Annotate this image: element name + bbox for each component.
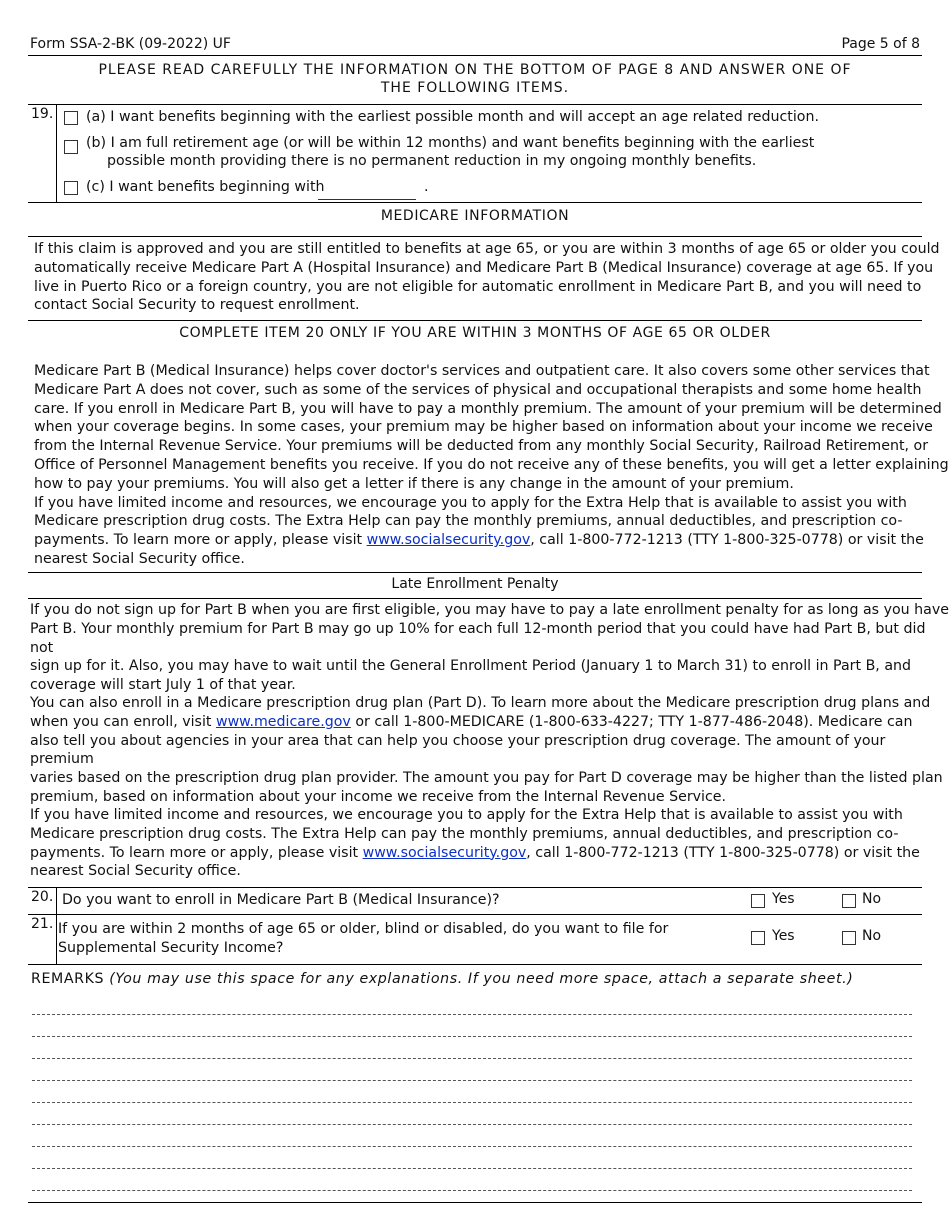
part-b-line: Office of Personnel Management benefits you receive. If you do not receive any of these benefits, you will get a letter explaining [34, 456, 949, 473]
late-penalty-paragraph-3 [30, 806, 920, 881]
instructions-line-1: PLEASE READ CAREFULLY THE INFORMATION ON THE BOTTOM OF PAGE 8 AND ANSWER ONE OF [98, 62, 852, 78]
divider [28, 55, 922, 56]
remarks-note: (You may use this space for any explanations. If you need more space, attach a separate sheet.) [109, 971, 854, 987]
item-19b-label-line-1: (b) I am full retirement age (or will be within 12 months) and want benefits beginning with the earliest [86, 135, 815, 151]
divider [28, 202, 922, 203]
extra-help-last-line: nearest Social Security office. [30, 863, 241, 880]
remarks-line[interactable] [32, 1168, 912, 1169]
socialsecurity-link[interactable]: www.socialsecurity.gov [366, 532, 531, 549]
link-line-prefix: payments. To learn more or apply, please visit [34, 532, 367, 549]
item-21-question-line-1: If you are within 2 months of age 65 or older, blind or disabled, do you want to file for [58, 921, 669, 937]
item-number-column-divider [56, 887, 57, 964]
divider [28, 964, 922, 965]
part-b-line: Medicare Part B (Medical Insurance) helps cover doctor's services and outpatient care. It also covers some other services that [34, 363, 930, 379]
remarks-line[interactable] [32, 1124, 912, 1125]
item-20-no-checkbox[interactable] [842, 894, 856, 908]
item-21-question-line-2: Supplemental Security Income? [58, 939, 284, 956]
item-20-intro-heading: COMPLETE ITEM 20 ONLY IF YOU ARE WITHIN 3 MONTHS OF AGE 65 OR OLDER [179, 325, 771, 341]
extra-help-link-line [30, 844, 920, 863]
part-b-paragraph [34, 362, 949, 569]
item-20-yes-label: Yes [772, 891, 795, 907]
item-21-question [58, 920, 668, 958]
item-21-no-label: No [862, 928, 882, 944]
remarks-line[interactable] [32, 1080, 912, 1081]
medicare-link[interactable]: www.medicare.gov [215, 713, 351, 730]
penalty-line: Part B. Your monthly premium for Part B may go up 10% for each full 12-month period that you could have had Part B, but did not [30, 620, 926, 656]
medicare-line-1: If this claim is approved and you are still entitled to benefits at age 65, or you are within 3 months of age 65 or older you could [34, 241, 940, 257]
item-21-yes-label: Yes [772, 928, 795, 944]
divider [28, 572, 922, 573]
item-21-no-checkbox[interactable] [842, 931, 856, 945]
remarks-line[interactable] [32, 1102, 912, 1103]
remarks-heading [31, 970, 853, 989]
item-19c-label: (c) I want benefits beginning with [86, 179, 325, 195]
late-penalty-paragraph-1 [30, 601, 950, 695]
medicare-line-3: live in Puerto Rico or a foreign country, you are not eligible for automatic enrollment in Medicare Part B, and you will need to [34, 278, 922, 295]
item-number-column-divider [56, 104, 57, 202]
divider [28, 236, 922, 237]
link-line-suffix: , call 1-800-772-1213 (TTY 1-800-325-0778) or visit the [526, 844, 920, 861]
item-19b-label-line-2: possible month providing there is no permanent reduction in my ongoing monthly benefits. [107, 153, 757, 169]
part-b-line: Medicare Part A does not cover, such as some of the services of physical and occupational therapists and some home health [34, 381, 922, 398]
part-d-line: varies based on the prescription drug plan provider. The amount you pay for Part D coverage may be higher than the listed plan [30, 770, 943, 787]
item-20-yes-checkbox[interactable] [751, 894, 765, 908]
penalty-line: coverage will start July 1 of that year. [30, 677, 296, 694]
remarks-line[interactable] [32, 1036, 912, 1037]
page-number: Page 5 of 8 [841, 36, 920, 52]
late-penalty-heading: Late Enrollment Penalty [391, 576, 559, 592]
remarks-label: REMARKS [31, 971, 105, 987]
item-21-number: 21. [31, 916, 54, 932]
divider [28, 320, 922, 321]
link-line-suffix: , call 1-800-772-1213 (TTY 1-800-325-0778) or visit the [530, 532, 924, 549]
link-line-suffix: or call 1-800-MEDICARE (1-800-633-4227; TTY 1-877-486-2048). Medicare can [350, 713, 913, 730]
divider [28, 598, 922, 599]
medicare-line-4: contact Social Security to request enrollment. [34, 297, 360, 314]
divider [28, 887, 922, 888]
item-19a-checkbox[interactable] [64, 111, 78, 125]
divider [28, 1202, 922, 1203]
part-b-line: Medicare prescription drug costs. The Extra Help can pay the monthly premiums, annual deductibles, and prescription co- [34, 513, 903, 530]
item-19c-period: . [424, 179, 429, 195]
form-id: Form SSA-2-BK (09-2022) UF [30, 36, 231, 52]
part-b-line: how to pay your premiums. You will also get a letter if there is any change in the amount of your premium. [34, 475, 794, 492]
part-b-line: care. If you enroll in Medicare Part B, you will have to pay a monthly premium. The amount of your premium will be determined [34, 400, 942, 417]
remarks-line[interactable] [32, 1190, 912, 1191]
late-penalty-paragraph-2 [30, 694, 950, 807]
part-b-line: when your coverage begins. In some cases, your premium may be higher based on information about your income we receive [34, 419, 933, 436]
remarks-line[interactable] [32, 1014, 912, 1015]
item-20-number: 20. [31, 889, 54, 905]
item-19c-date-field[interactable] [318, 199, 416, 200]
socialsecurity-link[interactable]: www.socialsecurity.gov [362, 844, 527, 861]
page-header [30, 36, 920, 54]
part-d-line: You can also enroll in a Medicare prescription drug plan (Part D). To learn more about the Medicare prescription drug plans and [30, 695, 931, 711]
item-19a-label: (a) I want benefits beginning with the earliest possible month and will accept an age related reduction. [86, 109, 819, 125]
link-line-prefix: payments. To learn more or apply, please visit [30, 844, 363, 861]
penalty-line: sign up for it. Also, you may have to wait until the General Enrollment Period (January 1 to March 31) to enroll in Part B, and [30, 658, 912, 675]
penalty-line: If you do not sign up for Part B when you are first eligible, you may have to pay a late enrollment penalty for as long as you have [30, 602, 949, 618]
item-20-question: Do you want to enroll in Medicare Part B (Medical Insurance)? [62, 892, 500, 908]
item-21-yes-checkbox[interactable] [751, 931, 765, 945]
part-b-last-line: nearest Social Security office. [34, 550, 245, 567]
extra-help-line: If you have limited income and resources, we encourage you to apply for the Extra Help that is available to assist you with [30, 807, 903, 823]
part-b-line: from the Internal Revenue Service. Your premiums will be deducted from any monthly Social Security, Railroad Retirement, or [34, 438, 929, 455]
extra-help-line: Medicare prescription drug costs. The Extra Help can pay the monthly premiums, annual deductibles, and prescription co- [30, 825, 899, 842]
part-b-link-line [34, 531, 949, 550]
item-19b-checkbox[interactable] [64, 140, 78, 154]
part-d-link-line [30, 713, 950, 732]
item-19c-checkbox[interactable] [64, 181, 78, 195]
part-d-line: also tell you about agencies in your area that can help you choose your prescription drug coverage. The amount of your premium [30, 732, 886, 768]
remarks-line[interactable] [32, 1058, 912, 1059]
divider [28, 104, 922, 105]
remarks-line[interactable] [32, 1146, 912, 1147]
item-20-no-label: No [862, 891, 882, 907]
instructions-line-2: THE FOLLOWING ITEMS. [380, 80, 570, 96]
link-line-prefix: when you can enroll, visit [30, 713, 216, 730]
item-19-number: 19. [31, 106, 54, 122]
medicare-paragraph [34, 240, 940, 315]
part-d-line: premium, based on information about your income we receive from the Internal Revenue Service. [30, 788, 727, 805]
medicare-line-2: automatically receive Medicare Part A (Hospital Insurance) and Medicare Part B (Medical Insurance) coverage at age 65. If you [34, 259, 934, 276]
divider [28, 914, 922, 915]
medicare-heading: MEDICARE INFORMATION [380, 208, 570, 224]
part-b-line: If you have limited income and resources, we encourage you to apply for the Extra Help that is available to assist you with [34, 494, 907, 511]
